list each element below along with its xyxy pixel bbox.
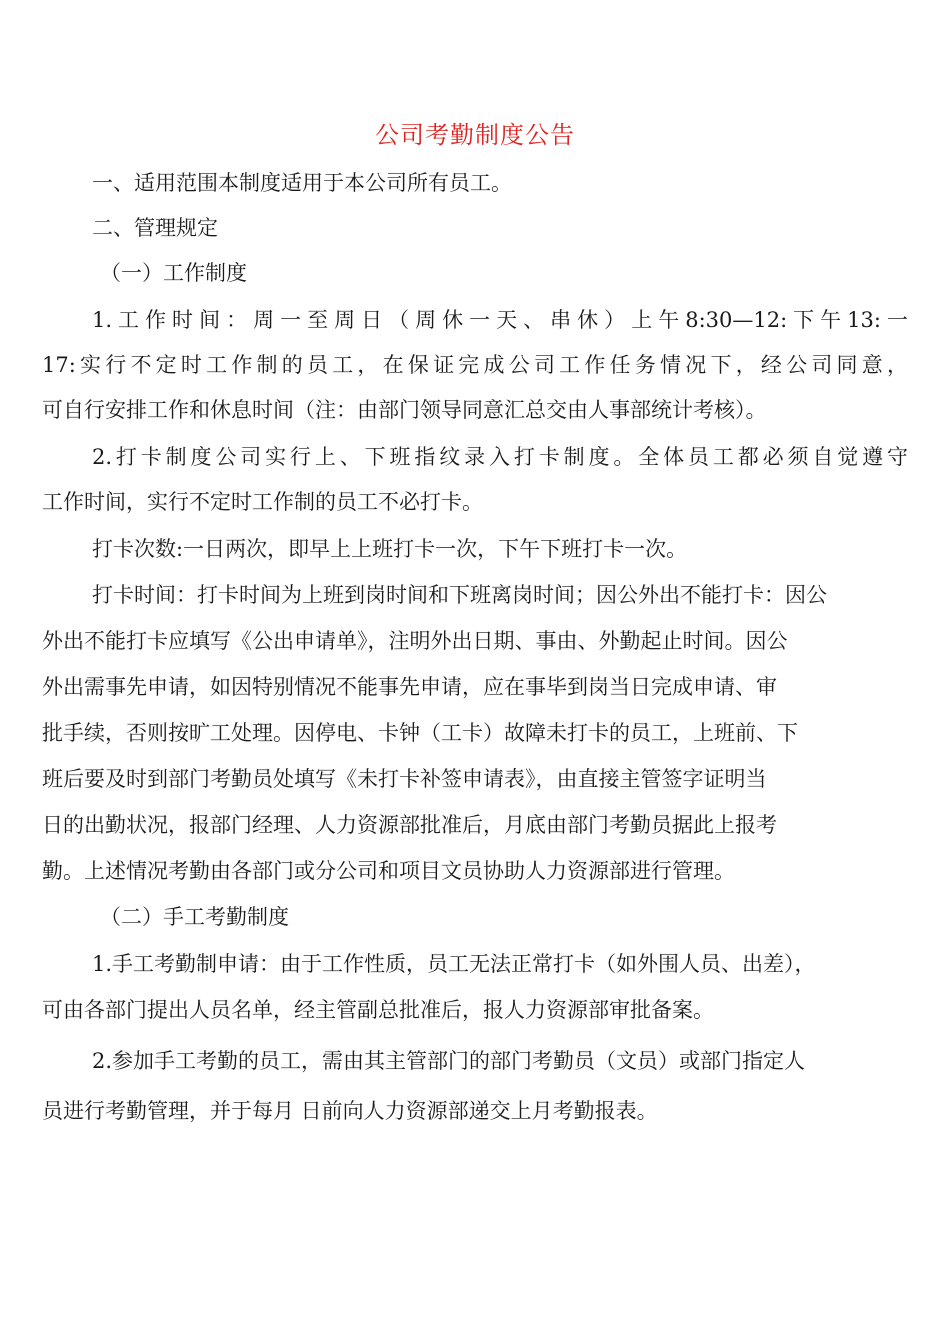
subsection-work-system-heading: （一）工作制度: [100, 261, 247, 285]
paragraph-line: 勤。上述情况考勤由各部门或分公司和项目文员协助人力资源部进行管理。: [42, 859, 735, 883]
section-scope: 一、适用范围本制度适用于本公司所有员工。: [92, 171, 512, 195]
paragraph-line: 2.打卡制度公司实行上、下班指纹录入打卡制度。全体员工都必须自觉遵守: [92, 445, 908, 469]
paragraph-line: 班后要及时到部门考勤员处填写《未打卡补签申请表》，由直接主管签字证明当: [42, 767, 767, 791]
paragraph-line: 员进行考勤管理，并于每月 日前向人力资源部递交上月考勤报表。: [42, 1099, 658, 1123]
document-title: 公司考勤制度公告: [375, 121, 575, 149]
subsection-manual-attendance-heading: （二）手工考勤制度: [100, 905, 289, 929]
section-rules-heading: 二、管理规定: [92, 216, 218, 240]
paragraph-line: 外出需事先申请，如因特别情况不能事先申请，应在事毕到岗当日完成申请、审: [42, 675, 777, 699]
paragraph-line: 1.手工考勤制申请：由于工作性质，员工无法正常打卡（如外围人员、出差），: [92, 952, 816, 976]
paragraph-line: 1.工作时间：周一至周日（周休一天、串休）上午8:30—12:下午13:一: [92, 308, 908, 332]
paragraph-line: 2.参加手工考勤的员工，需由其主管部门的部门考勤员（文员）或部门指定人: [92, 1049, 806, 1073]
paragraph-line: 可由各部门提出人员名单，经主管副总批准后，报人力资源部审批备案。: [42, 998, 714, 1022]
paragraph-line: 日的出勤状况，报部门经理、人力资源部批准后，月底由部门考勤员据此上报考: [42, 813, 777, 837]
paragraph-line: 工作时间，实行不定时工作制的员工不必打卡。: [42, 490, 483, 514]
paragraph-line: 批手续，否则按旷工处理。因停电、卡钟（工卡）故障未打卡的员工，上班前、下: [42, 721, 798, 745]
paragraph-line: 打卡时间：打卡时间为上班到岗时间和下班离岗时间；因公外出不能打卡：因公: [92, 583, 827, 607]
paragraph-line: 外出不能打卡应填写《公出申请单》，注明外出日期、事由、外勤起止时间。因公: [42, 629, 788, 653]
paragraph-line: 打卡次数:一日两次，即早上上班打卡一次，下午下班打卡一次。: [92, 537, 688, 561]
paragraph-line: 可自行安排工作和休息时间（注：由部门领导同意汇总交由人事部统计考核）。: [42, 398, 767, 422]
paragraph-line: 17:实行不定时工作制的员工，在保证完成公司工作任务情况下，经公司同意，: [42, 353, 908, 377]
